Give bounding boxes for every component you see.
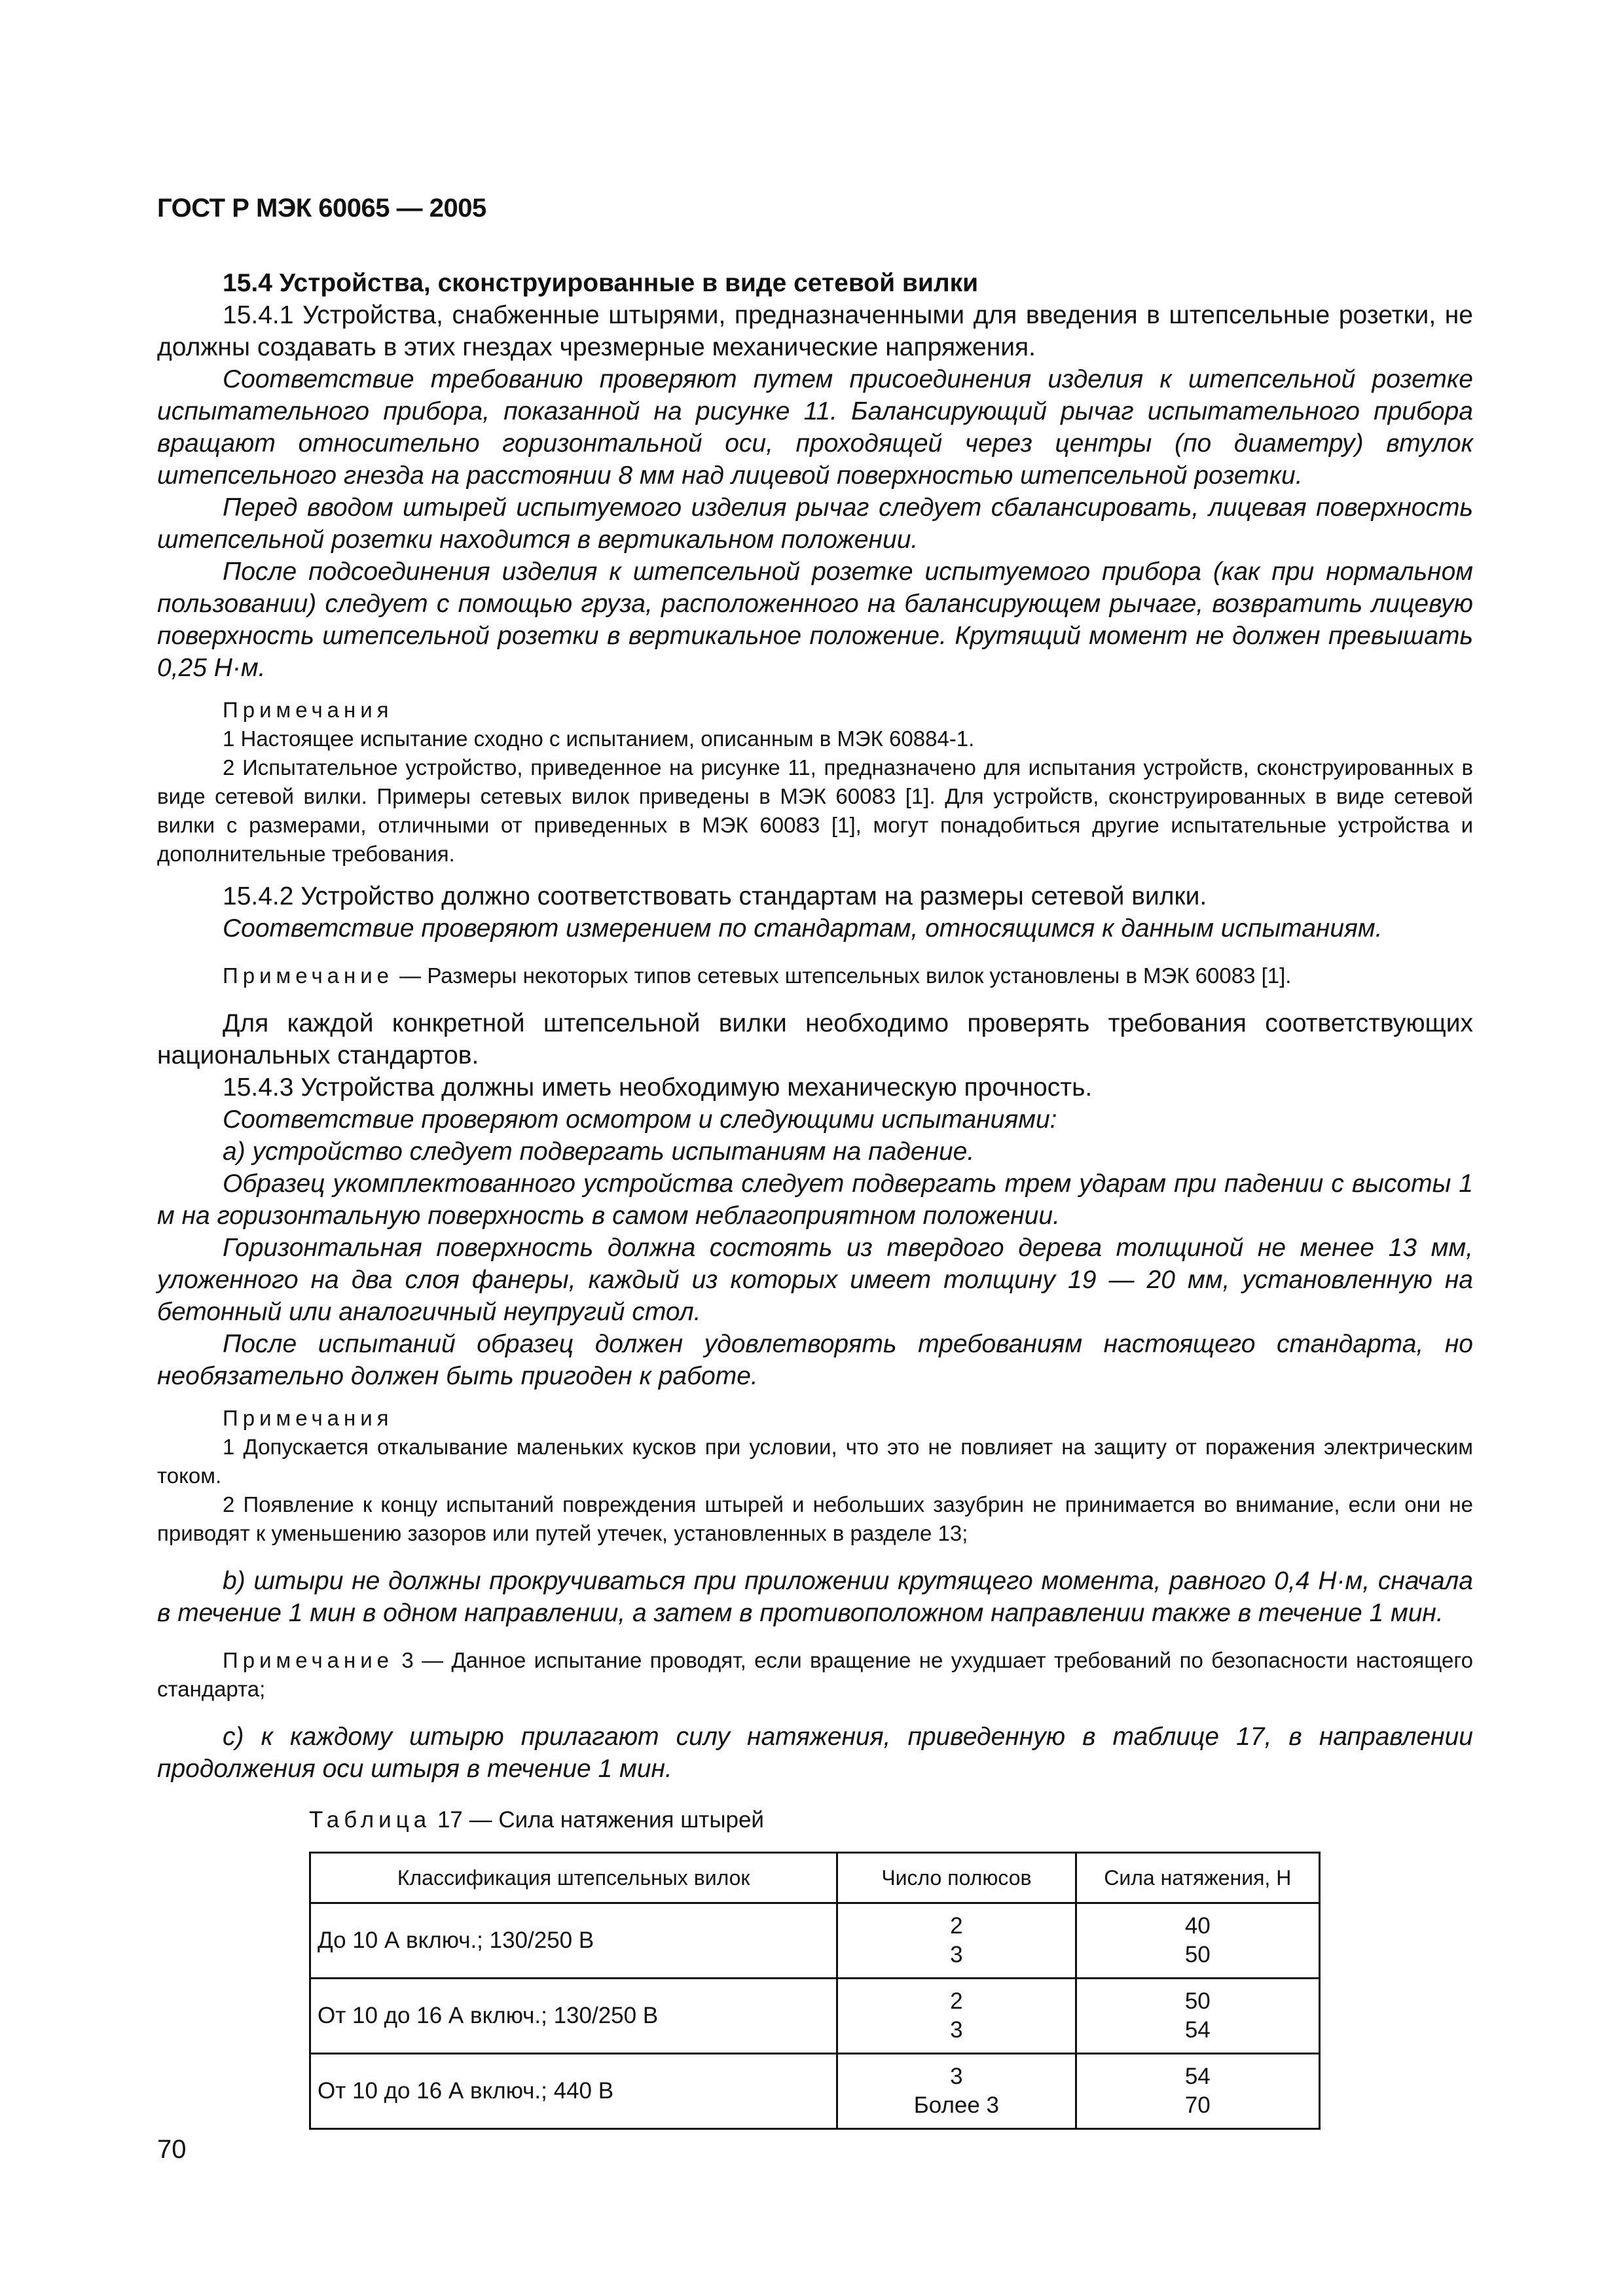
compliance-text: Соответствие проверяют измерением по стандартам, относящимся к данным испытаниям.: [223, 914, 1383, 942]
cell-value: 3: [950, 2064, 963, 2089]
note-label: Примечание: [223, 1648, 394, 1672]
table-row: [310, 1903, 1320, 1979]
table-cell-classification: До 10 А включ.; 130/250 В: [310, 1903, 837, 1979]
note-single: [157, 1646, 1473, 1704]
note-label: Примечание: [223, 963, 394, 988]
cell-value: 2: [950, 1913, 963, 1939]
table-row: [310, 2054, 1320, 2129]
cell-value: 2: [950, 1988, 963, 2014]
cell-value: 54: [1184, 2064, 1211, 2089]
note-single: [157, 961, 1473, 990]
compliance-text: Соответствие требованию проверяют путем присоединения изделия к штепсельной розетке испытательного прибора, показанной на рисунке 11. Балансирующий рычаг испытательного прибора вращают относительно горизонтальной оси, проходящей через центры (по диаметру) втулок штепсельного гнезда на расстоянии 8 мм над лицевой поверхностью штепсельной розетки.: [157, 365, 1473, 490]
test-item-b: b) штыри не должны прокручиваться при приложении крутящего момента, равного 0,4 Н·м, сначала в течение 1 мин в одном направлении, а затем в противоположном направлении также в течение 1 мин.: [157, 1567, 1473, 1627]
compliance-text: Образец укомплектованного устройства следует подвергать трем ударам при падении с высоты 1 м на горизонтальную поверхность в самом неблагоприятном положении.: [157, 1170, 1473, 1230]
table-header-row: [310, 1853, 1320, 1903]
cell-value: 54: [1184, 2017, 1211, 2043]
cell-value: 3: [950, 2017, 963, 2043]
compliance-text: После подсоединения изделия к штепсельной розетке испытуемого прибора (как при нормальном пользовании) следует с помощью груза, расположенного на балансирующем рычаге, возвратить лицевую поверхность штепсельной розетки в вертикальное положение. Крутящий момент не должен превышать 0,25 Н·м.: [157, 558, 1473, 682]
cell-value: 50: [1184, 1988, 1211, 2014]
compliance-text: После испытаний образец должен удовлетворять требованиям настоящего стандарта, но необязательно должен быть пригоден к работе.: [157, 1330, 1473, 1390]
paragraph-national-standards: Для каждой конкретной штепсельной вилки необходимо проверять требования соответствующих национальных стандартов.: [157, 1009, 1473, 1069]
note-text: — Размеры некоторых типов сетевых штепсельных вилок установлены в МЭК 60083 [1].: [393, 963, 1292, 988]
note-text: 3 — Данное испытание проводят, если вращение не ухудшает требований по безопасности настоящего стандарта;: [157, 1648, 1473, 1701]
table-cell-force: [1076, 2054, 1319, 2129]
table-cell-poles: [837, 2054, 1076, 2129]
note-item: 2 Испытательное устройство, приведенное на рисунке 11, предназначено для испытания устройств, сконструированных в виде сетевой вилки. Примеры сетевых вилок приведены в МЭК 60083 [1]. Для устройств, сконструированных в виде сетевой вилки с размерами, отличными от приведенных в МЭК 60083 [1], могут понадобиться другие испытательные устройства и дополнительные требования.: [157, 755, 1473, 866]
test-item-a: а) устройство следует подвергать испытаниям на падение.: [223, 1138, 975, 1166]
paragraph-15-4-2: 15.4.2 Устройство должно соответствовать стандартам на размеры сетевой вилки.: [223, 882, 1207, 910]
table-caption-text: 17 — Сила натяжения штырей: [431, 1807, 764, 1833]
document-body: [157, 267, 1473, 2130]
page-number: 70: [157, 2135, 187, 2164]
column-header: Число полюсов: [837, 1853, 1076, 1903]
table-cell-poles: [837, 1903, 1076, 1979]
notes-title: Примечания: [223, 1406, 393, 1430]
test-item-c: с) к каждому штырю прилагают силу натяжения, приведенную в таблице 17, в направлении продолжения оси штыря в течение 1 мин.: [157, 1723, 1473, 1783]
cell-value: 40: [1184, 1913, 1211, 1939]
paragraph-15-4-3: 15.4.3 Устройства должны иметь необходимую механическую прочность.: [223, 1073, 1093, 1102]
table-cell-force: [1076, 1979, 1319, 2054]
section-heading: 15.4 Устройства, сконструированные в виде сетевой вилки: [223, 269, 979, 297]
compliance-text: Соответствие проверяют осмотром и следующими испытаниями:: [223, 1105, 1057, 1134]
table-caption-label: Таблица: [309, 1807, 431, 1833]
paragraph-15-4-1: 15.4.1 Устройства, снабженные штырями, предназначенными для введения в штепсельные розетки, не должны создавать в этих гнездах чрезмерные механические напряжения.: [157, 301, 1473, 361]
note-item: 1 Настоящее испытание сходно с испытанием, описанным в МЭК 60884-1.: [223, 726, 975, 751]
column-header: Сила натяжения, Н: [1076, 1853, 1319, 1903]
note-item: 1 Допускается откалывание маленьких кусков при условии, что это не повлияет на защиту от поражения электрическим током.: [157, 1435, 1473, 1488]
table-row: [310, 1979, 1320, 2054]
note-item: 2 Появление к концу испытаний повреждения штырей и небольших зазубрин не принимается во внимание, если они не приводят к уменьшению зазоров или путей утечек, установленных в разделе 13;: [157, 1492, 1473, 1545]
notes-title: Примечания: [223, 698, 393, 722]
cell-value: Более 3: [913, 2092, 1000, 2118]
table-17: [309, 1852, 1321, 2130]
table-caption: [309, 1807, 1473, 1833]
cell-value: 50: [1184, 1942, 1211, 1967]
document-header: ГОСТ Р МЭК 60065 — 2005: [157, 194, 486, 223]
table-cell-classification: От 10 до 16 А включ.; 440 В: [310, 2054, 837, 2129]
compliance-text: Перед вводом штырей испытуемого изделия рычаг следует сбалансировать, лицевая поверхность штепсельной розетки находится в вертикальном положении.: [157, 493, 1473, 554]
table-cell-poles: [837, 1979, 1076, 2054]
cell-value: 3: [950, 1942, 963, 1967]
table-cell-force: [1076, 1903, 1319, 1979]
table-cell-classification: От 10 до 16 А включ.; 130/250 В: [310, 1979, 837, 2054]
compliance-text: Горизонтальная поверхность должна состоять из твердого дерева толщиной не менее 13 мм, уложенного на два слоя фанеры, каждый из которых имеет толщину 19 — 20 мм, установленную на бетонный или аналогичный неупругий стол.: [157, 1234, 1473, 1326]
cell-value: 70: [1184, 2092, 1211, 2118]
column-header: Классификация штепсельных вилок: [310, 1853, 837, 1903]
